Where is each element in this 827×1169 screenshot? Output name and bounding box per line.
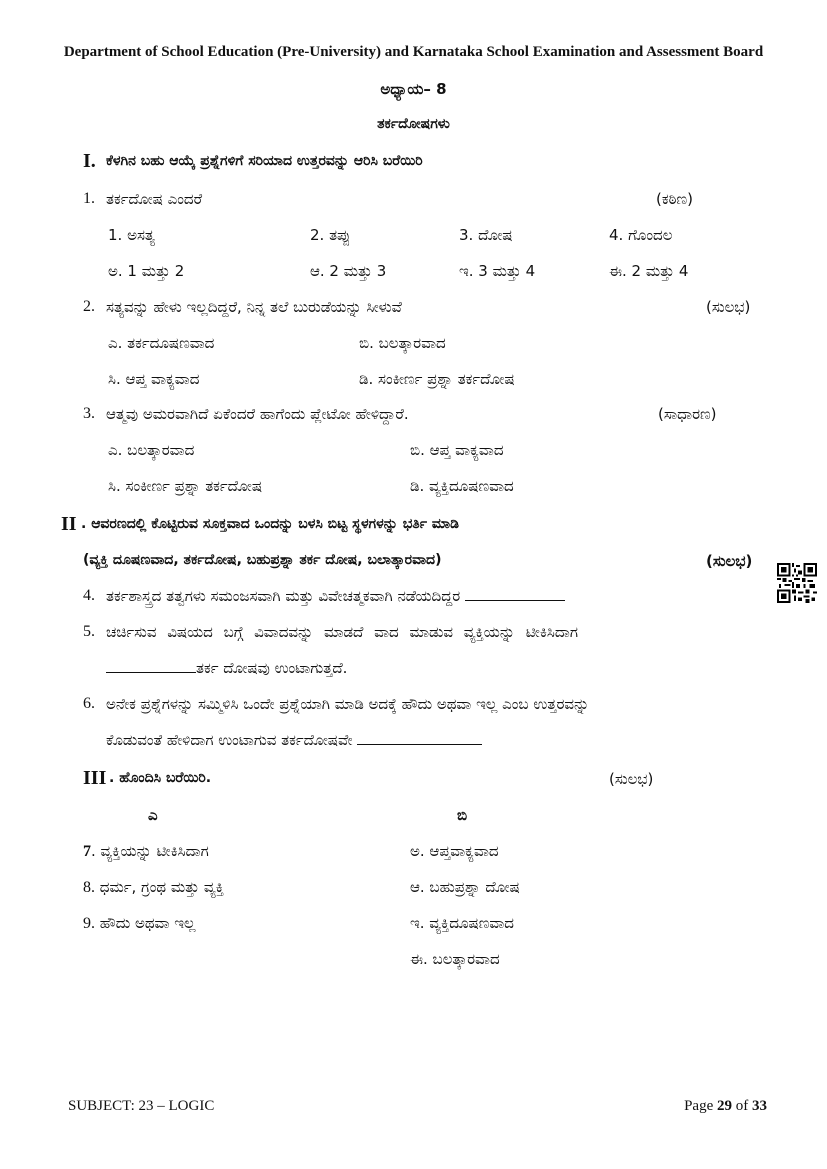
column-b-header: ಬಿ (457, 806, 468, 824)
footer-page-number: Page 29 of 33 (684, 1098, 767, 1114)
match-right-item: ಆ. ಬಹುಪ್ರಶ್ನಾ ದೋಷ (410, 878, 520, 896)
question-2-option: ಸಿ. ಆಪ್ತ ವಾಕ್ಯವಾದ (108, 370, 200, 388)
question-3-text: ಆತ್ಮವು ಅಮರವಾಗಿದೆ ಏಕೆಂದರೆ ಹಾಗೆಂದು ಪ್ಲೇಟೋ ಹೇಳಿದ್ದಾರೆ. (106, 405, 409, 423)
question-2-text: ಸತ್ಯವನ್ನು ಹೇಳು ಇಲ್ಲದಿದ್ದರೆ, ನಿನ್ನ ತಲೆ ಬುರುಡೆಯನ್ನು ಸೀಳುವೆ (106, 298, 402, 316)
match-right-item: ಈ. ಬಲತ್ಕಾರವಾದ (410, 950, 500, 968)
section-2-level: (ಸುಲಭ) (706, 552, 753, 570)
question-2-number: 2. (83, 298, 95, 315)
section-3-title: . ಹೊಂದಿಸಿ ಬರೆಯಿರಿ. (109, 770, 212, 786)
question-3-number: 3. (83, 405, 95, 422)
question-3-option: ಎ. ಬಲತ್ಕಾರವಾದ (108, 441, 195, 459)
qr-code-icon (777, 563, 817, 603)
answer-blank (357, 744, 482, 745)
question-1-choice: ಈ. 2 ಮತ್ತು 4 (609, 262, 689, 280)
question-2-option: ಡಿ. ಸಂಕೀರ್ಣ ಪ್ರಶ್ನಾ ತರ್ಕದೋಷ (359, 370, 515, 388)
section-3-numeral: III (83, 767, 107, 789)
question-1-choice: ಇ. 3 ಮತ್ತು 4 (459, 262, 536, 280)
question-3-level: (ಸಾಧಾರಣ) (658, 405, 717, 423)
question-2-level: (ಸುಲಭ) (706, 298, 751, 316)
question-6-line-2: ಕೊಡುವಂತೆ ಹೇಳಿದಾಗ ಉಂಟಾಗುವ ತರ್ಕದೋಷವೇ (106, 731, 482, 749)
footer-subject: SUBJECT: 23 – LOGIC (68, 1098, 215, 1114)
question-1-option: 4. ಗೊಂದಲ (609, 226, 673, 244)
section-2-title: . ಆವರಣದಲ್ಲಿ ಕೊಟ್ಟಿರುವ ಸೂಕ್ತವಾದ ಒಂದನ್ನು ಬಳಸಿ ಬಿಟ್ಟ ಸ್ಥಳಗಳನ್ನು ಭರ್ತಿ ಮಾಡಿ (81, 516, 459, 532)
board-header: Department of School Education (Pre-University) and Karnataka School Examination and Assessment Board (63, 44, 764, 60)
question-3-option: ಸಿ. ಸಂಕೀರ್ಣ ಪ್ರಶ್ನಾ ತರ್ಕದೋಷ (108, 477, 263, 495)
question-1-number: 1. (83, 190, 95, 207)
section-1-title: ಕೆಳಗಿನ ಬಹು ಆಯ್ಕೆ ಪ್ರಶ್ನೆಗಳಿಗೆ ಸರಿಯಾದ ಉತ್ತರವನ್ನು ಆರಿಸಿ ಬರೆಯಿರಿ (106, 153, 423, 169)
match-left-item: 8. ಧರ್ಮ, ಗ್ರಂಥ ಮತ್ತು ವ್ಯಕ್ತಿ (83, 878, 224, 896)
question-1-level: (ಕಠಿಣ) (656, 190, 694, 208)
question-3-option: ಬಿ. ಆಪ್ತ ವಾಕ್ಯವಾದ (410, 441, 504, 459)
answer-blank (106, 672, 196, 673)
chapter-number: ಅಧ್ಯಾಯ– 8 (380, 80, 447, 98)
match-right-item: ಇ. ವ್ಯಕ್ತಿದೂಷಣವಾದ (410, 914, 514, 932)
question-5-line-1: ಚರ್ಚಿಸುವ ವಿಷಯದ ಬಗ್ಗೆ ವಿವಾದವನ್ನು ಮಾಡದೆ ವಾದ ಮಾಡುವ ವ್ಯಕ್ತಿಯನ್ನು ಟೀಕಿಸಿದಾಗ (106, 623, 578, 641)
question-5-number: 5. (83, 623, 95, 640)
chapter-title: ತರ್ಕದೋಷಗಳು (377, 116, 450, 132)
question-1-option: 1. ಅಸತ್ಯ (108, 226, 155, 244)
question-1-text: ತರ್ಕದೋಷ ಎಂದರೆ (106, 190, 203, 208)
column-a-header: ಎ (148, 806, 158, 824)
question-1-option: 3. ದೋಷ (459, 226, 513, 244)
question-1-choice: ಆ. 2 ಮತ್ತು 3 (310, 262, 387, 280)
match-right-item: ಅ. ಆಪ್ತವಾಕ್ಯವಾದ (410, 842, 499, 860)
question-6-line-1: ಅನೇಕ ಪ್ರಶ್ನೆಗಳನ್ನು ಸಮ್ಮಿಳಿಸಿ ಒಂದೇ ಪ್ರಶ್ನೆಯಾಗಿ ಮಾಡಿ ಅದಕ್ಕೆ ಹೌದು ಅಥವಾ ಇಲ್ಲ ಎಂಬ ಉತ್ತರವನ್ನು (106, 695, 590, 713)
question-2-option: ಬಿ. ಬಲತ್ಕಾರವಾದ (359, 334, 446, 352)
question-6-number: 6. (83, 695, 95, 712)
question-1-choice: ಅ. 1 ಮತ್ತು 2 (108, 262, 185, 280)
question-1-option: 2. ತಪ್ಪು (310, 226, 351, 244)
section-2-numeral: II (61, 513, 77, 535)
question-2-option: ಎ. ತರ್ಕದೂಷಣವಾದ (108, 334, 215, 352)
section-1-numeral: I. (83, 150, 96, 172)
match-left-item: 9. ಹೌದು ಅಥವಾ ಇಲ್ಲ (83, 914, 196, 932)
answer-blank (465, 600, 565, 601)
section-2-option-list: (ವ್ಯಕ್ತಿ ದೂಷಣವಾದ, ತರ್ಕದೋಷ, ಬಹುಪ್ರಶ್ನಾ ತರ್ಕ ದೋಷ, ಬಲಾತ್ಕಾರವಾದ) (83, 552, 442, 568)
question-3-option: ಡಿ. ವ್ಯಕ್ತಿದೂಷಣವಾದ (410, 477, 514, 495)
question-5-line-2: ತರ್ಕ ದೋಷವು ಉಂಟಾಗುತ್ತದೆ. (106, 659, 347, 677)
question-4-text: ತರ್ಕಶಾಸ್ತ್ರದ ತತ್ವಗಳು ಸಮಂಜಸವಾಗಿ ಮತ್ತು ವಿವೇಚತ್ಮಕವಾಗಿ ನಡೆಯದಿದ್ದರ (106, 587, 565, 605)
match-left-item: 7. ವ್ಯಕ್ತಿಯನ್ನು ಟೀಕಿಸಿದಾಗ (83, 842, 209, 860)
question-4-number: 4. (83, 587, 95, 604)
section-3-level: (ಸುಲಭ) (609, 770, 654, 788)
